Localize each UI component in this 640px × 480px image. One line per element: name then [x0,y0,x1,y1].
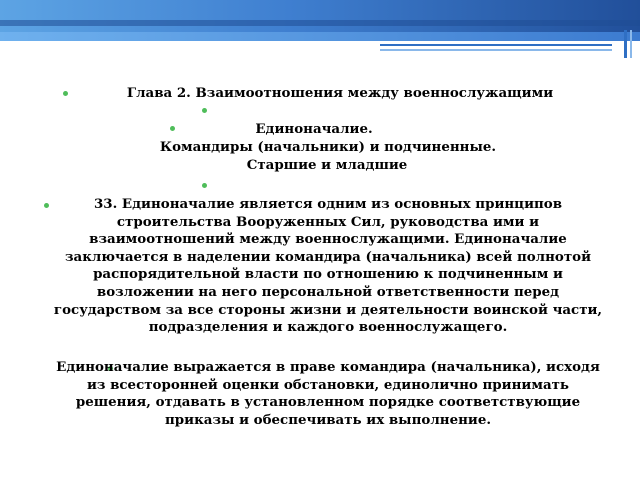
section-title-line: Старшие и младшие [246,157,408,173]
section-title-line: Единоначалие. [255,121,373,137]
bullet-icon [202,108,207,113]
article-33-paragraph: 33. Единоначалие является одним из основных принципов строительства Вооруженных Сил, руководства ими и взаимоотношений между военнослужащими. Единоначалие заключается в наделении командира (начальника) всей полнотой распорядительной власти по отношению к подчиненным и возложении на него персональной ответственности перед государством за все стороны жизни и деятельности воинской части, подразделения и каждого военнослужащего. [53,196,603,336]
bullet-icon [44,203,49,208]
chapter-heading: Глава 2. Взаимоотношения между военнослужащими [126,85,554,101]
bullet-icon [202,183,207,188]
article-33-continuation: Единоначалие выражается в праве командира (начальника), исходя из всесторонней оценки обстановки, единолично принимать решения, отдавать в установленном порядке соответствующие приказы и обеспечивать их выполнение. [56,359,600,428]
section-title-line: Командиры (начальники) и подчиненные. [159,139,497,155]
